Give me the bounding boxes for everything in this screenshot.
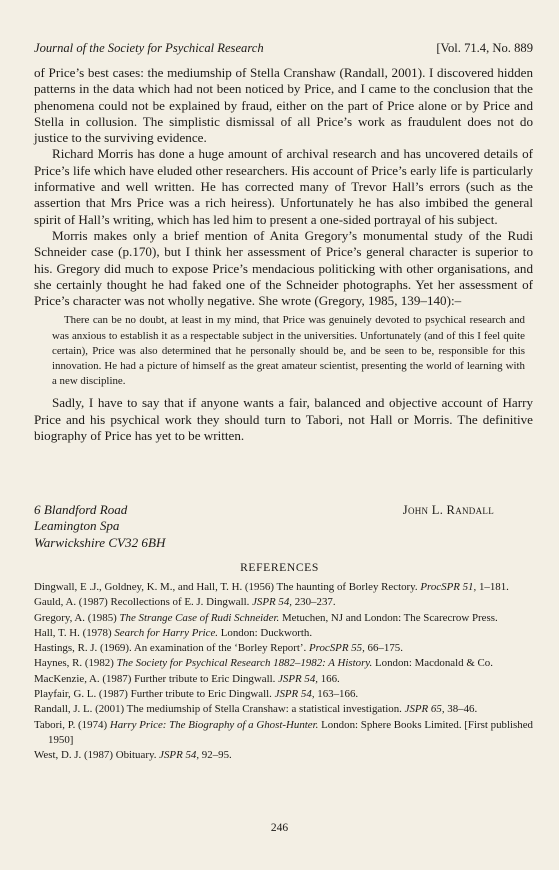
block-quote-text: There can be no doubt, at least in my mind, that Price was genuinely devoted to psychical research and was anxious to establish it as a respectable subject in the universities. Unfortunately (and of this I feel quite certain), Price was also determined that he personally should be, and be seen to be, responsible for this innovation. He had a picture of himself as the great amateur scientist, presenting the world of learning with a new discipline.	[52, 314, 525, 388]
author-address	[34, 502, 284, 551]
address-line-3: Warwickshire CV32 6BH	[34, 534, 166, 550]
reference-item: Dingwall, E .J., Goldney, K. M., and Hall, T. H. (1956) The haunting of Borley Rectory. ProcSPR 51, 1–181.	[34, 581, 509, 593]
reference-item: MacKenzie, A. (1987) Further tribute to Eric Dingwall. JSPR 54, 166.	[34, 672, 340, 685]
running-header	[34, 40, 533, 56]
reference-item: Hastings, R. J. (1969). An examination of the ‘Borley Report’. ProcSPR 55, 66–175.	[34, 642, 403, 655]
address-line-1: 6 Blandford Road	[34, 502, 128, 517]
article-body	[34, 65, 533, 444]
page-number: 246	[270, 822, 289, 834]
paragraph-3: Morris makes only a brief mention of Anita Gregory’s monumental study of the Rudi Schneider case (p.170), but I think her assessment of Price’s general character is superior to his. Gregory did much to expose Price’s mendacious politicking with other organisations, and she certainly thought he had faked one of the Schneider photographs. Yet her assessment of Price’s character was not wholly negative. She wrote (Gregory, 1985, 139–140):–	[34, 227, 533, 309]
paragraph-1: of Price’s best cases: the mediumship of Stella Cranshaw (Randall, 2001). I discovered hidden patterns in the data which had not been noticed by Price, and I came to the conclusion that the phenomena could not be explained by fraud, either on the part of Price alone or by Price and Stella in collusion. The simplistic dismissal of all Price’s work as fraudulent does not do justice to the surviving evidence.	[34, 65, 533, 146]
reference-item: Randall, J. L. (2001) The mediumship of Stella Cranshaw: a statistical investigation. JSPR 65, 38–46.	[34, 703, 478, 716]
volume-info: [Vol. 71.4, No. 889	[436, 41, 533, 55]
reference-item: Hall, T. H. (1978) Search for Harry Price. London: Duckworth.	[34, 626, 313, 639]
journal-title: Journal of the Society for Psychical Research	[34, 41, 264, 55]
reference-item: Tabori, P. (1974) Harry Price: The Biography of a Ghost-Hunter. London: Sphere Books Limited. [First published 1950]	[34, 718, 533, 746]
author-name-text: John L. Randall	[402, 503, 494, 517]
paragraph-2: Richard Morris has done a huge amount of archival research and has uncovered details of Price’s life which have eluded other researchers. His account of Price’s early life is particularly informative and well written. He has corrected many of Trevor Hall’s errors (such as the assertion that Mrs Price was a rich heiress). Unfortunately he has also imbibed the general spirit of Hall’s writing, which has led him to present a one-sided portrayal of his subject.	[34, 146, 533, 227]
address-line-2: Leamington Spa	[34, 518, 120, 534]
reference-item: Haynes, R. (1982) The Society for Psychical Research 1882–1982: A History. London: Macdonald & Co.	[34, 657, 493, 670]
reference-item: West, D. J. (1987) Obituary. JSPR 54, 92–95.	[34, 749, 232, 762]
reference-item: Playfair, G. L. (1987) Further tribute to Eric Dingwall. JSPR 54, 163–166.	[34, 688, 359, 701]
block-quote	[52, 313, 525, 389]
author-name	[403, 502, 494, 518]
reference-item: Gauld, A. (1987) Recollections of E. J. Dingwall. JSPR 54, 230–237.	[34, 596, 336, 609]
reference-item: Gregory, A. (1985) The Strange Case of Rudi Schneider. Metuchen, NJ and London: The Scarecrow Press.	[34, 611, 498, 624]
references-heading: REFERENCES	[240, 561, 319, 574]
paragraph-4: Sadly, I have to say that if anyone wants a fair, balanced and objective account of Harry Price and his psychical work they should turn to Tabori, not Hall or Morris. The definitive biography of Price has yet to be written.	[34, 395, 533, 444]
references-list	[34, 580, 533, 764]
